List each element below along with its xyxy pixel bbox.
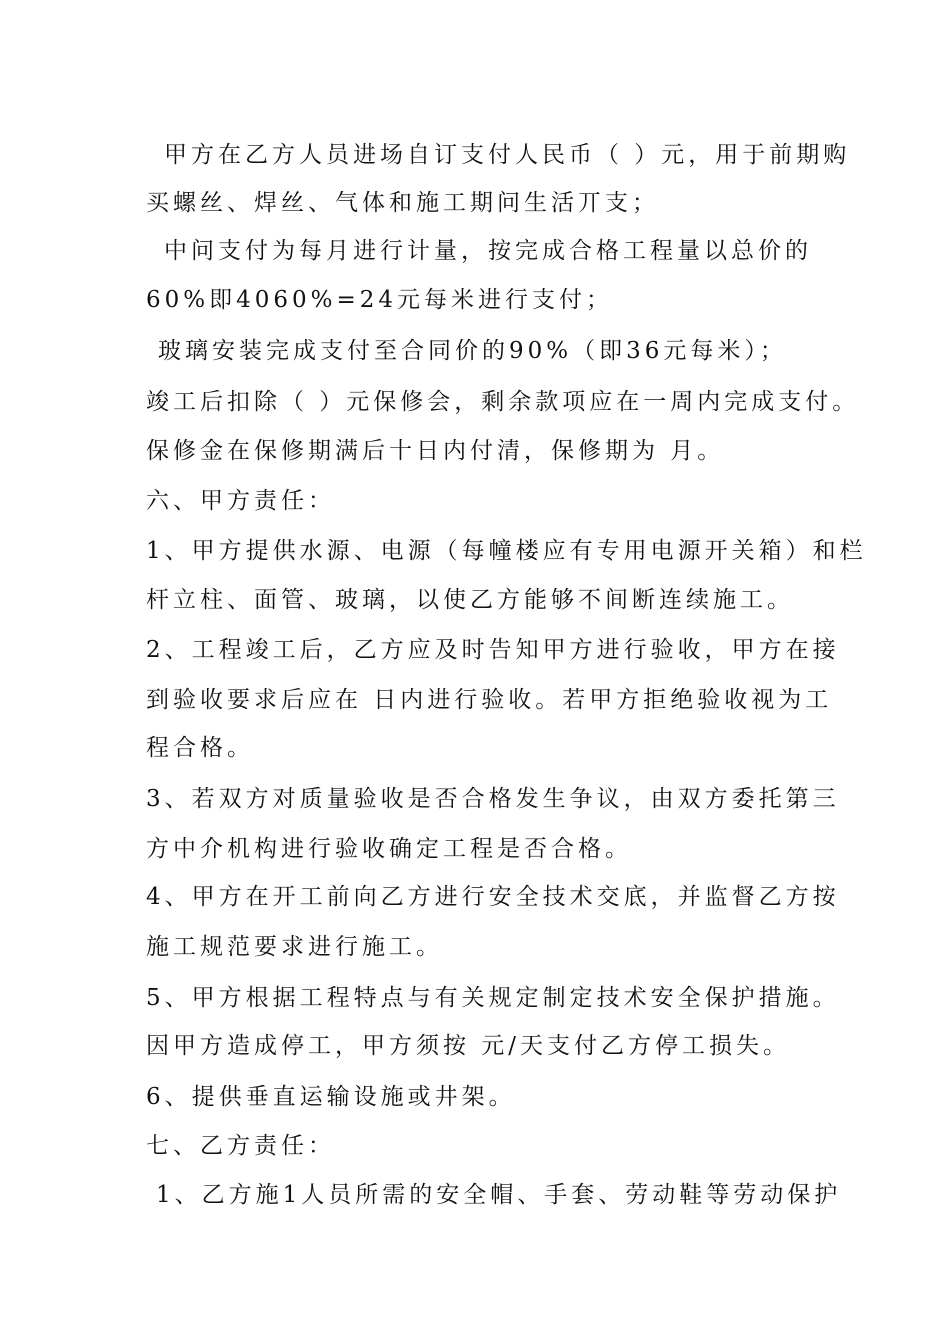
text-line: 买螺丝、焊丝、气体和施工期问生活丌支；	[146, 190, 659, 216]
section-heading: 七、乙方责任：	[146, 1133, 335, 1159]
text-line: 3、若双方对质量验收是否合格发生争议，由双方委托第三	[146, 786, 840, 812]
text-line: 甲方在乙方人员进场自订支付人民币（ ）元，用于前期购	[164, 142, 851, 168]
text-line: 玻璃安装完成支付至合同价的90%（即36元每米）；	[158, 338, 787, 364]
text-line: 杆立柱、面管、玻璃，以使乙方能够不间断连续施工。	[146, 587, 794, 613]
text-line: 施工规范要求进行施工。	[146, 934, 443, 960]
section-heading: 六、甲方责任：	[146, 488, 335, 514]
text-line: 竣工后扣除（ ）元保修会，剩余款项应在一周内完成支付。	[146, 389, 860, 415]
text-line: 程合格。	[146, 735, 254, 761]
text-line: 5、甲方根据工程特点与有关规定制定技术安全保护措施。	[146, 985, 840, 1011]
text-line: 1、乙方施1人员所需的安全帽、手套、劳动鞋等劳动保护	[156, 1182, 842, 1208]
text-line: 方中介机构进行验收确定工程是否合格。	[146, 836, 632, 862]
text-line: 到验收要求后应在 日内进行验收。若甲方拒绝验收视为工	[146, 687, 833, 713]
text-line: 6、提供垂直运输设施或井架。	[146, 1084, 516, 1110]
text-line: 2、工程竣工后，乙方应及时告知甲方进行验收，甲方在接	[146, 637, 840, 663]
text-line: 因甲方造成停工，甲方须按 元/天支付乙方停工损失。	[146, 1033, 791, 1059]
text-line: 60%即4060%=24元每米进行支付；	[146, 287, 614, 313]
text-line: 中问支付为每月进行计量，按完成合格工程量以总价的	[164, 238, 812, 264]
text-line: 4、甲方在开工前向乙方进行安全技术交底，并监督乙方按	[146, 884, 840, 910]
text-line: 保修金在保修期满后十日内付清，保修期为 月。	[146, 438, 725, 464]
text-line: 1、甲方提供水源、电源（每幢楼应有专用电源开关箱）和栏	[146, 538, 867, 564]
